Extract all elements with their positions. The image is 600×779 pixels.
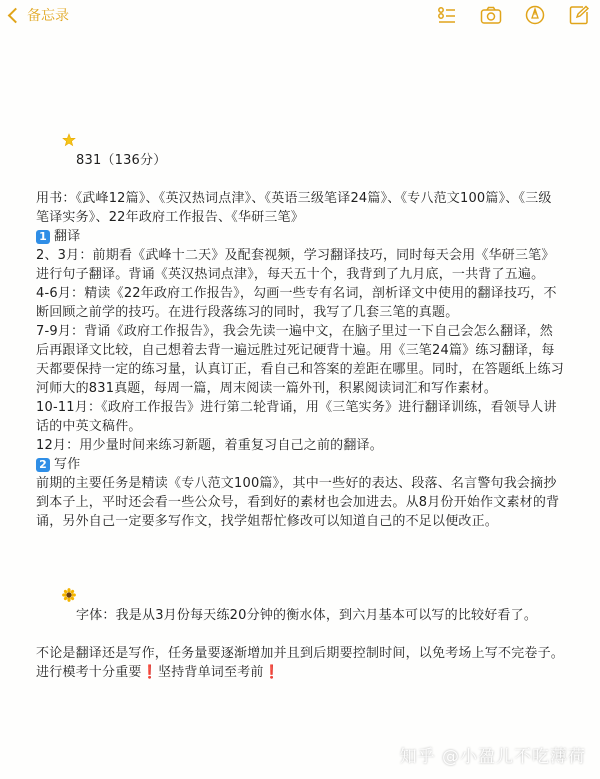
section-writing-title: 写作 xyxy=(54,457,81,472)
chevron-left-icon xyxy=(8,7,24,23)
pen-icon[interactable] xyxy=(524,4,546,26)
note-title: 831（136分） xyxy=(76,153,167,168)
sunflower-icon xyxy=(62,550,76,564)
exclamation-icon: ❗ xyxy=(263,665,280,680)
final-text-2: 坚持背单词至考前 xyxy=(158,665,264,680)
section-writing-header xyxy=(36,455,564,474)
paragraph-oct-nov: 10-11月：《政府工作报告》进行第二轮背诵，用《三笔实务》进行翻译训练，看领导人讲话的中英文稿件。 xyxy=(36,400,557,434)
final-text-1: 不论是翻译还是写作，任务量要逐渐增加并且到后期要控制时间，以免考场上写不完卷子。进行模考十分重要 xyxy=(36,646,565,680)
section-translation-header xyxy=(36,227,564,246)
paragraph-feb-mar: 2、3月：前期看《武峰十二天》及配套视频，学习翻译技巧，同时每天会用《华研三笔》进行句子翻译。背诵《英汉热词点津》，每天五十个，我背到了九月底，一共背了五遍。 xyxy=(36,248,555,282)
note-body[interactable] xyxy=(36,76,564,682)
compose-icon[interactable] xyxy=(568,4,590,26)
paragraph-apr-jun: 4-6月：精读《22年政府工作报告》，勾画一些专有名词，剖析译文中使用的翻译技巧，不断回顾之前学的技巧。在进行段落练习的同时，我写了几套三笔的真题。 xyxy=(36,286,557,320)
book-list: 用书：《武峰12篇》、《英汉热词点津》、《英语三级笔译24篇》、《专八范文100篇》、《三级笔译实务》、22年政府工作报告、《华研三笔》 xyxy=(36,191,552,225)
back-button[interactable] xyxy=(10,5,69,25)
paragraph-writing: 前期的主要任务是精读《专八范文100篇》，其中一些好的表达、段落、名言警句我会摘抄到本子上，平时还会看一些公众号，看到好的素材也会加进去。从8月份开始作文素材的背诵，另外自己一定要多写作文，找学姐帮忙修改可以知道自己的不足以便改正。 xyxy=(36,476,560,529)
keycap-1-icon: 1 xyxy=(36,230,50,244)
font-text: 字体：我是从3月份每天练20分钟的衡水体，到六月基本可以写的比较好看了。 xyxy=(76,608,538,623)
section-translation-title: 翻译 xyxy=(54,229,81,244)
top-toolbar xyxy=(0,0,600,30)
paragraph-jul-sep: 7-9月：背诵《政府工作报告》，我会先读一遍中文，在脑子里过一下自己会怎么翻译，然后再跟译文比较，自己想着去背一遍远胜过死记硬背十遍。用《三笔24篇》练习翻译，每天都要保持一定的练习量，认真订正，看自己和答案的差距在哪里。同时，在答题纸上练习河师大的831真题，每周一篇，周末阅读一篇外刊，积累阅读词汇和写作素材。 xyxy=(36,324,565,396)
note-title-line xyxy=(36,76,564,189)
tool-group xyxy=(436,4,590,26)
camera-icon[interactable] xyxy=(480,4,502,26)
keycap-2-icon: 2 xyxy=(36,458,50,472)
paragraph-dec: 12月：用少量时间来练习新题，着重复习自己之前的翻译。 xyxy=(36,438,383,453)
back-label: 备忘录 xyxy=(27,8,69,24)
watermark: 知乎 @小盈儿不吃薄荷 xyxy=(399,747,586,767)
checklist-icon[interactable] xyxy=(436,4,458,26)
font-line xyxy=(36,531,564,644)
exclamation-icon: ❗ xyxy=(141,665,158,680)
final-paragraph xyxy=(36,644,564,682)
glowing-star-icon xyxy=(62,95,76,109)
